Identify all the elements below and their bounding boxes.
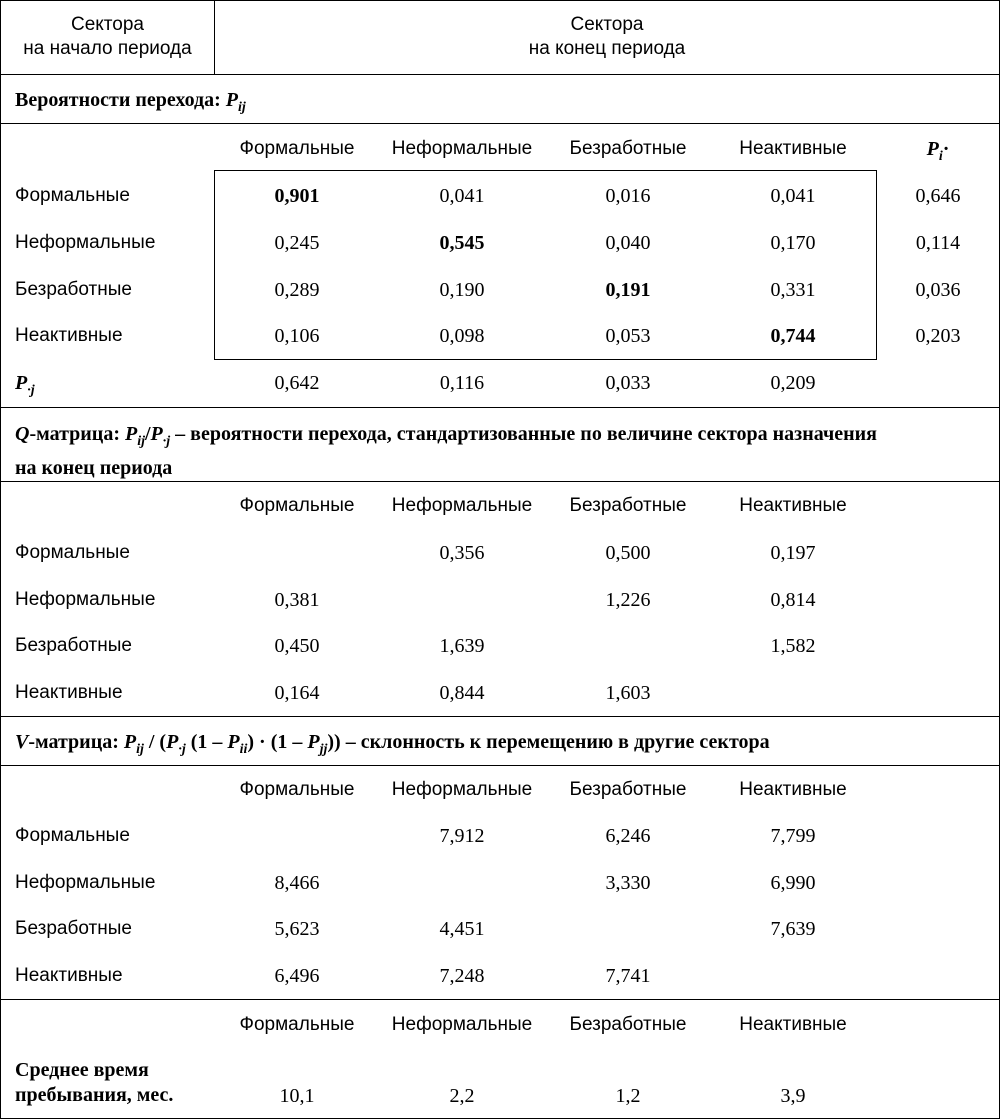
header-end-line2: на конец периода: [528, 38, 686, 59]
s1-cell: 0,331: [770, 279, 816, 301]
s1-col-inactive: Неактивные: [739, 138, 847, 159]
s2-cell: 1,603: [605, 682, 651, 704]
s3-row-unemployed: Безработные: [15, 918, 132, 939]
s3-cell: 7,639: [770, 918, 816, 940]
s2-cell: 0,450: [274, 635, 320, 657]
s3-col-unemployed: Безработные: [569, 779, 687, 800]
mean-duration-value: 2,2: [449, 1085, 475, 1107]
section2-title: Q-матрица: $P_{ij}/P_{\cdot j}$ – вероятности перехода, стандартизованные по величине сектора назначения на конец периода: [15, 421, 990, 481]
s4-col-informal: Неформальные: [391, 1014, 533, 1035]
s3-col-inactive: Неактивные: [739, 779, 847, 800]
s3-cell: 4,451: [439, 918, 485, 940]
s3-col-formal: Формальные: [239, 779, 355, 800]
s2-cell: 0,197: [770, 542, 816, 564]
s3-cell: 8,466: [274, 872, 320, 894]
s3-cell: 7,799: [770, 825, 816, 847]
s2-cell: 0,844: [439, 682, 485, 704]
s1-col-formal: Формальные: [239, 138, 355, 159]
s3-cell: 7,248: [439, 965, 485, 987]
s1-cell: 0,191: [605, 279, 651, 301]
s1-cell: 0,106: [274, 325, 320, 347]
rule-header: [1, 74, 999, 75]
s2-col-formal: Формальные: [239, 495, 355, 516]
s2-row-inactive: Неактивные: [15, 682, 123, 703]
s3-cell: 7,912: [439, 825, 485, 847]
s1-row-unemployed: Безработные: [15, 279, 132, 300]
s2-cell: 0,500: [605, 542, 651, 564]
s1-cell: 0,040: [605, 232, 651, 254]
s2-col-informal: Неформальные: [391, 495, 533, 516]
s3-cell: 3,330: [605, 872, 651, 894]
s1-cell: 0,098: [439, 325, 485, 347]
s1-col-pi: $P_i\cdot$: [926, 138, 950, 164]
rule-section2-end: [1, 716, 999, 717]
mean-duration-label-line1: Среднее время: [15, 1059, 149, 1081]
s3-cell: 6,496: [274, 965, 320, 987]
s1-col-unemployed: Безработные: [569, 138, 687, 159]
s3-cell: 6,990: [770, 872, 816, 894]
s1-pj-value: 0,116: [439, 372, 485, 394]
mean-duration-label-line2: пребывания, мес.: [15, 1084, 174, 1106]
section1-title: Вероятности перехода: $P_{ij}$: [15, 89, 246, 115]
mean-duration-value: 1,2: [615, 1085, 641, 1107]
s2-cell: 0,164: [274, 682, 320, 704]
header-start-line2: на начало периода: [23, 38, 192, 59]
s3-row-informal: Неформальные: [15, 872, 156, 893]
s1-cell: 0,289: [274, 279, 320, 301]
s3-col-informal: Неформальные: [391, 779, 533, 800]
rule-section3-title: [1, 765, 999, 766]
s1-row-formal: Формальные: [15, 185, 130, 206]
s2-row-informal: Неформальные: [15, 589, 156, 610]
rule-section2-title: [1, 481, 999, 482]
s1-cell: 0,190: [439, 279, 485, 301]
s1-pj-label: $P_{\cdot j}$: [15, 372, 35, 398]
s1-row-informal: Неформальные: [15, 232, 156, 253]
s2-cell: 0,814: [770, 589, 816, 611]
s3-row-inactive: Неактивные: [15, 965, 123, 986]
s1-pj-value: 0,033: [605, 372, 651, 394]
s1-cell: 0,016: [605, 185, 651, 207]
section2-title-line2: на конец периода: [15, 457, 173, 479]
s2-row-formal: Формальные: [15, 542, 130, 563]
s1-cell: 0,545: [439, 232, 485, 254]
section3-title: V-матрица: $P_{ij} / (P_{\cdot j}$ $(1 - P_{ii}) \cdot (1 - P_{jj})$) – склонность к перемещению в другие сектора: [15, 731, 770, 757]
s1-row-inactive: Неактивные: [15, 325, 123, 346]
s1-cell: 0,041: [770, 185, 816, 207]
s2-col-inactive: Неактивные: [739, 495, 847, 516]
s1-cell: 0,901: [274, 185, 320, 207]
mean-duration-value: 3,9: [780, 1085, 806, 1107]
s2-cell: 1,639: [439, 635, 485, 657]
s3-row-formal: Формальные: [15, 825, 130, 846]
s2-cell: 0,381: [274, 589, 320, 611]
s2-cell: 1,582: [770, 635, 816, 657]
s4-col-unemployed: Безработные: [569, 1014, 687, 1035]
s4-col-inactive: Неактивные: [739, 1014, 847, 1035]
s1-cell: 0,041: [439, 185, 485, 207]
header-start-sectors: [1, 13, 214, 61]
mean-duration-value: 10,1: [279, 1085, 315, 1107]
s3-cell: 7,741: [605, 965, 651, 987]
s3-cell: 6,246: [605, 825, 651, 847]
s1-cell: 0,245: [274, 232, 320, 254]
s1-pi-value: 0,646: [915, 185, 961, 207]
rule-section3-end: [1, 999, 999, 1000]
header-start-line1: Сектора: [70, 14, 144, 35]
rule-section1-end: [1, 407, 999, 408]
s1-pi-value: 0,036: [915, 279, 961, 301]
s2-col-unemployed: Безработные: [569, 495, 687, 516]
s1-cell: 0,170: [770, 232, 816, 254]
s1-col-informal: Неформальные: [391, 138, 533, 159]
s1-pj-value: 0,209: [770, 372, 816, 394]
s1-pj-value: 0,642: [274, 372, 320, 394]
s1-pi-value: 0,203: [915, 325, 961, 347]
s3-cell: 5,623: [274, 918, 320, 940]
s1-cell: 0,744: [770, 325, 816, 347]
s1-cell: 0,053: [605, 325, 651, 347]
mean-duration-label: [15, 1058, 173, 1108]
header-end-line1: Сектора: [570, 14, 644, 35]
s2-cell: 1,226: [605, 589, 651, 611]
rule-section1-title: [1, 123, 999, 124]
s2-row-unemployed: Безработные: [15, 635, 132, 656]
s4-col-formal: Формальные: [239, 1014, 355, 1035]
s1-pi-value: 0,114: [915, 232, 961, 254]
header-end-sectors: [215, 13, 999, 61]
s2-cell: 0,356: [439, 542, 485, 564]
